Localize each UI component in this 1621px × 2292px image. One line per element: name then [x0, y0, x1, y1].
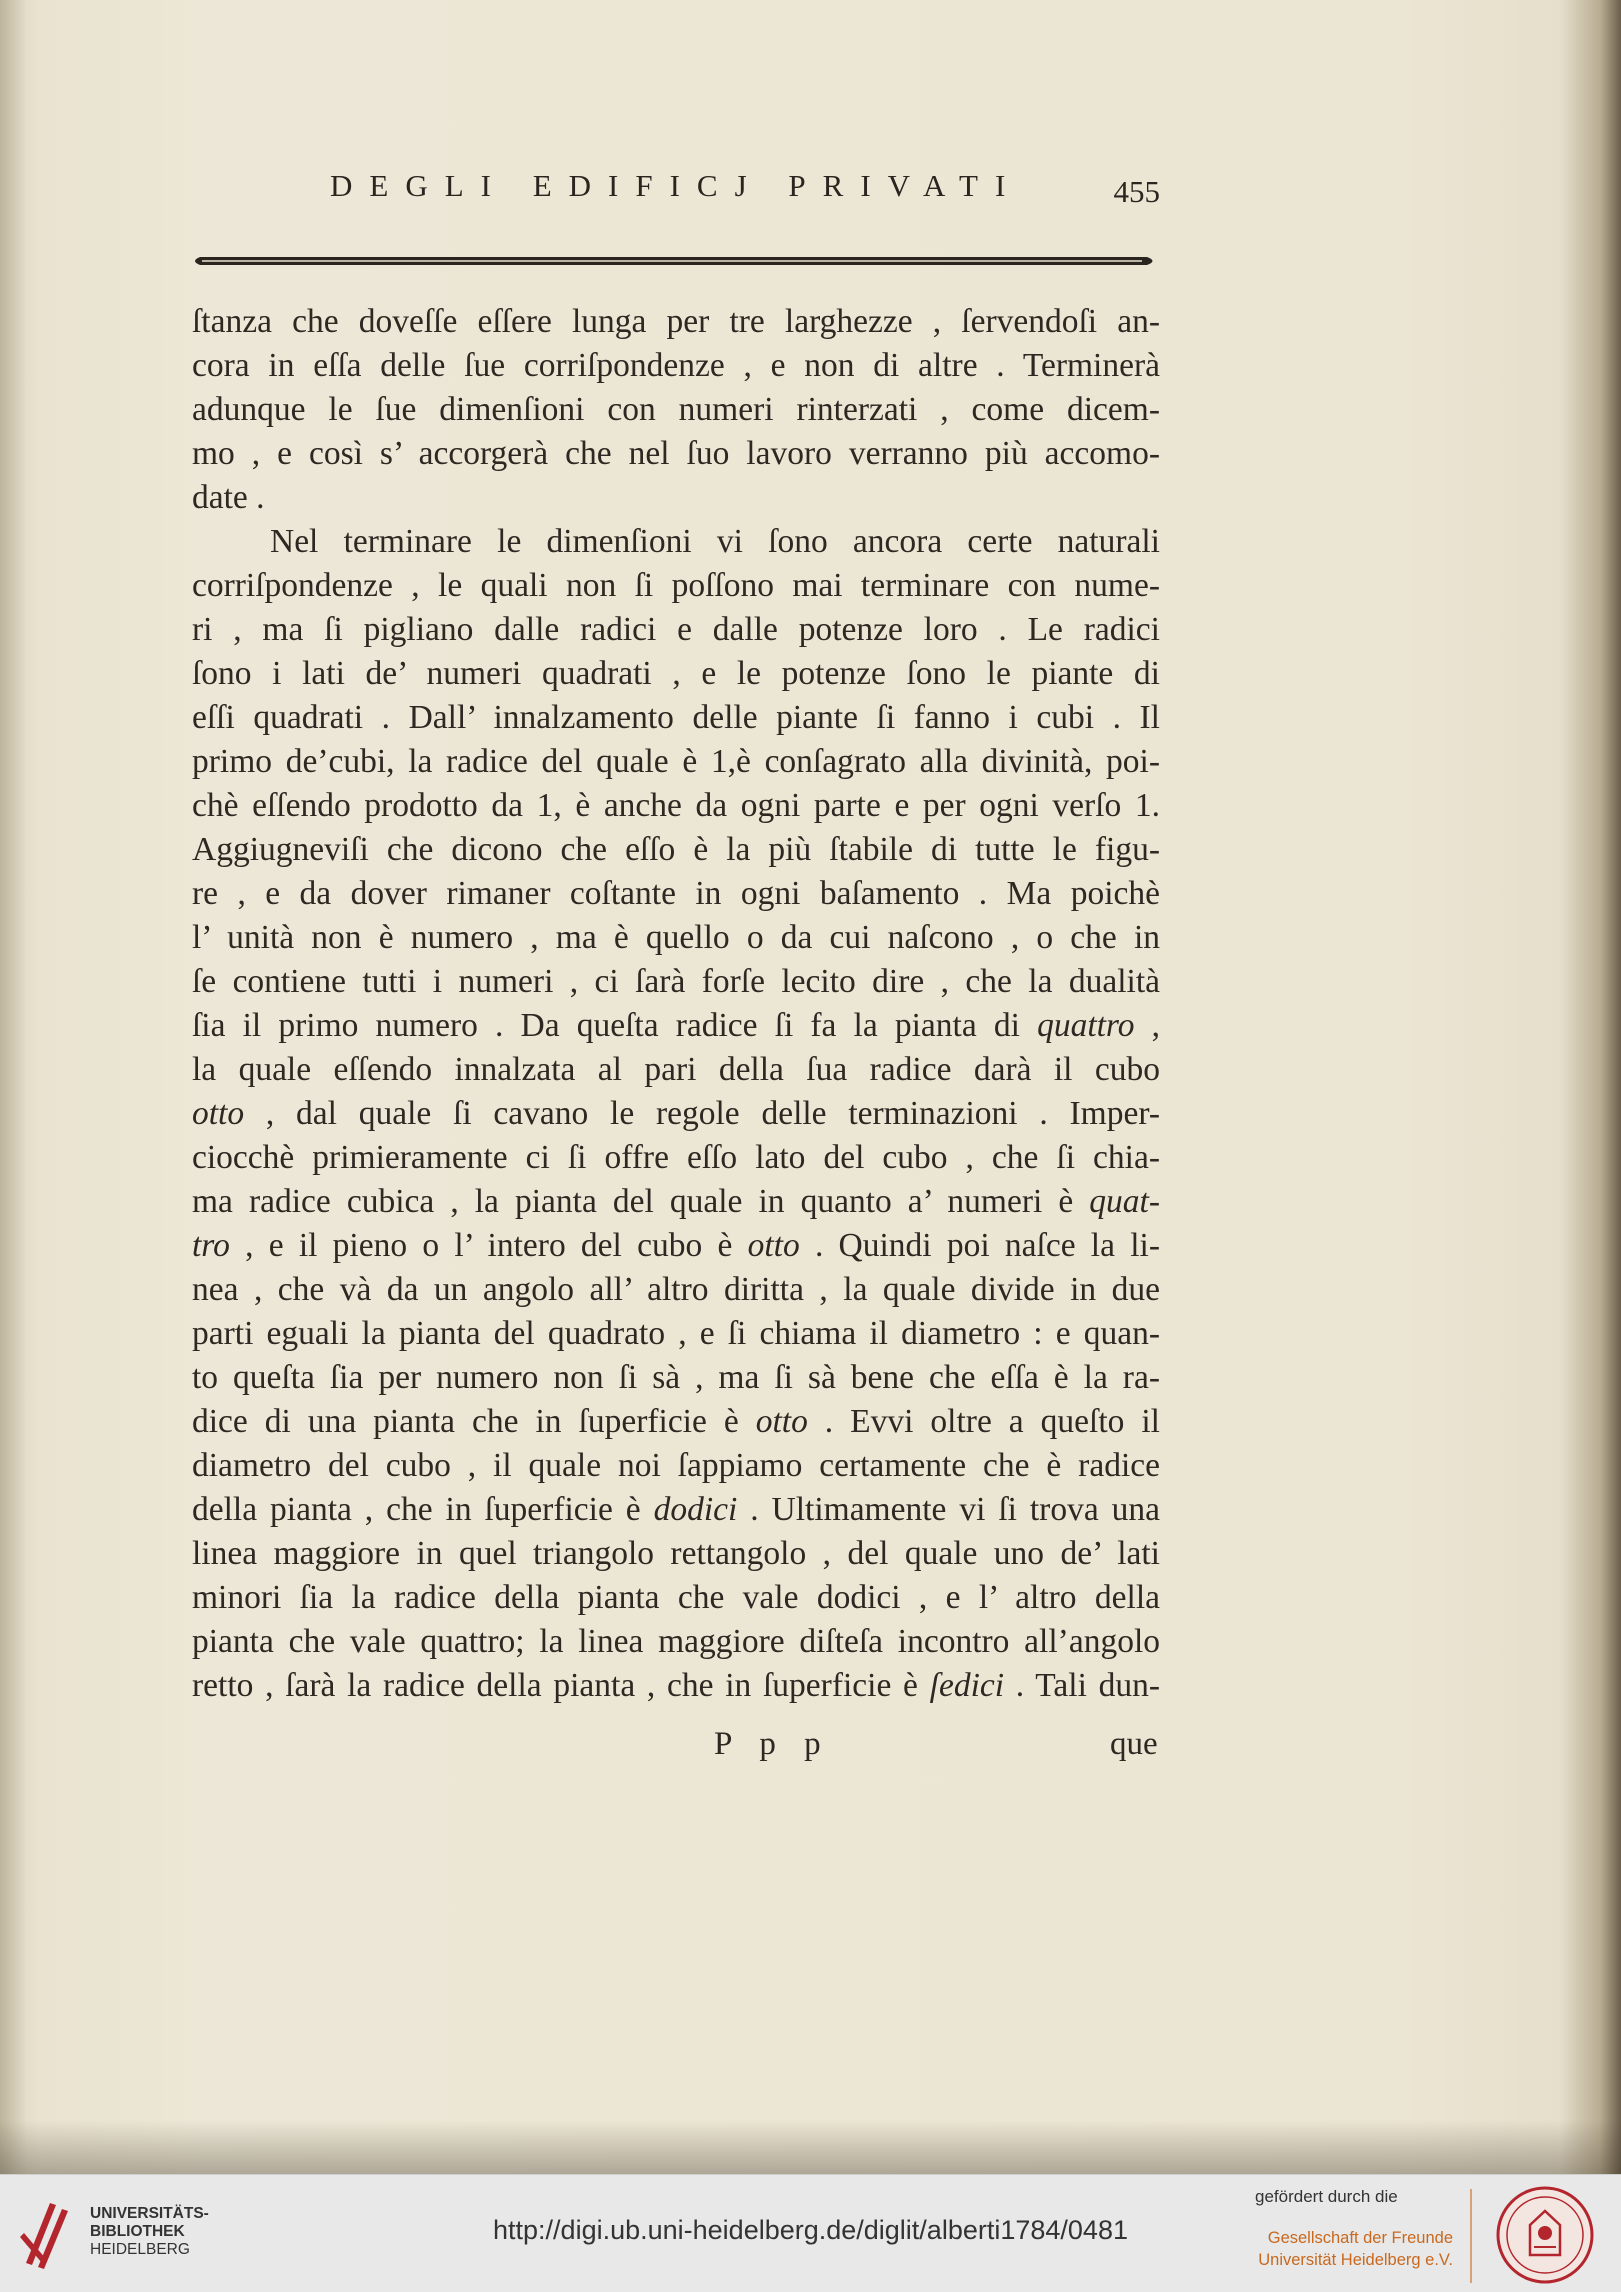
text-line: [192, 1004, 1160, 1048]
text-segment: . Quindi poi naſce la li-: [799, 1227, 1160, 1264]
page-edge-shadow: [0, 2120, 1621, 2174]
text-line: date .: [192, 479, 265, 516]
library-name-line: HEIDELBERG: [90, 2241, 190, 2258]
text-line: ciocchè primieramente ci ſi offre eſſo lato del cubo , che ſi chia-: [192, 1139, 1160, 1176]
footer-divider: [1470, 2189, 1472, 2283]
text-segment: ,: [1134, 1007, 1160, 1044]
page-spine-shadow: [0, 0, 26, 2174]
italic-word: quat-: [1089, 1183, 1160, 1220]
text-line: linea maggiore in quel triangolo rettangolo , del quale uno de’ lati: [192, 1535, 1160, 1572]
text-segment: . Evvi oltre a queſto il: [807, 1403, 1160, 1440]
text-line: ſe contiene tutti i numeri , ci ſarà forſe lecito dire , che la dualità: [192, 963, 1160, 1000]
text-line: corriſpondenze , le quali non ſi poſſono mai terminare con nume-: [192, 567, 1160, 604]
funder-name-line: Gesellschaft der Freunde: [1267, 2229, 1453, 2247]
body-text: [192, 300, 1160, 1708]
text-segment: dice di una pianta che in ſuperficie è: [192, 1403, 756, 1440]
italic-word: tro: [192, 1227, 230, 1264]
text-line: ri , ma ſi pigliano dalle radici e dalle potenze loro . Le radici: [192, 611, 1160, 648]
text-line: mo , e così s’ accorgerà che nel ſuo lavoro verranno più accomo-: [192, 435, 1160, 472]
text-line: eſſi quadrati . Dall’ innalzamento delle piante ſi fanno i cubi . Il: [192, 699, 1160, 736]
text-line: chè eſſendo prodotto da 1, è anche da ogni parte e per ogni verſo 1.: [192, 787, 1160, 824]
italic-word: ſedici: [929, 1667, 1005, 1704]
text-segment: , e il pieno o l’ intero del cubo è: [229, 1227, 748, 1264]
italic-word: quattro: [1037, 1007, 1135, 1044]
italic-word: otto: [755, 1403, 808, 1440]
italic-word: dodici: [653, 1491, 738, 1528]
text-line: cora in eſſa delle ſue corriſpondenze , e non di altre . Terminerà: [192, 347, 1160, 384]
text-line: [192, 1224, 1160, 1268]
catchword: que: [1110, 1726, 1158, 1762]
text-segment: retto , ſarà la radice della pianta , che in ſuperficie è: [192, 1667, 930, 1704]
text-line: l’ unità non è numero , ma è quello o da cui naſcono , o che in: [192, 919, 1160, 956]
funded-by-label: gefördert durch die: [1255, 2187, 1398, 2206]
text-line: parti eguali la pianta del quadrato , e ſi chiama il diametro : e quan-: [192, 1315, 1160, 1352]
permalink-url[interactable]: http://digi.ub.uni-heidelberg.de/diglit/alberti1784/0481: [493, 2215, 1128, 2245]
digitization-footer: [0, 2174, 1621, 2292]
text-line: pianta che vale quattro; la linea maggiore diſteſa incontro all’angolo: [192, 1623, 1160, 1660]
text-line: diametro del cubo , il quale noi ſappiamo certamente che è radice: [192, 1447, 1160, 1484]
text-line: re , e da dover rimaner coſtante in ogni baſamento . Ma poichè: [192, 875, 1160, 912]
text-line: to queſta ſia per numero non ſi sà , ma ſi sà bene che eſſa è la ra-: [192, 1359, 1160, 1396]
library-name-line: UNIVERSITÄTS-: [90, 2205, 209, 2222]
text-segment: . Tali dun-: [1004, 1667, 1160, 1704]
university-seal-icon[interactable]: [1490, 2185, 1600, 2285]
italic-word: otto: [747, 1227, 800, 1264]
text-segment: della pianta , che in ſuperficie è: [192, 1491, 654, 1528]
text-line: [192, 1664, 1160, 1708]
paragraph-first-line: Nel terminare le dimenſioni vi ſono ancora certe naturali: [270, 523, 1160, 560]
text-segment: , dal quale ſi cavano le regole delle terminazioni . Imper-: [244, 1095, 1160, 1132]
text-line: ſono i lati de’ numeri quadrati , e le potenze ſono le piante di: [192, 655, 1160, 692]
text-line: [192, 1488, 1160, 1532]
italic-word: otto: [192, 1095, 245, 1132]
text-line: la quale eſſendo innalzata al pari della ſua radice darà il cubo: [192, 1051, 1160, 1088]
text-line: ſtanza che doveſſe eſſere lunga per tre larghezze , ſervendoſi an-: [192, 303, 1160, 340]
text-line: [192, 1400, 1160, 1444]
text-line: adunque le ſue dimenſioni con numeri rinterzati , come dicem-: [192, 391, 1160, 428]
header-rule: [192, 252, 1160, 270]
text-line: [192, 1092, 1160, 1136]
funder-name-line: Universität Heidelberg e.V.: [1258, 2251, 1453, 2269]
text-line: Aggiugneviſi che dicono che eſſo è la più ſtabile di tutte le figu-: [192, 831, 1160, 868]
text-line: primo de’cubi, la radice del quale è 1,è conſagrato alla divinità, poi-: [192, 743, 1160, 780]
running-head: [330, 168, 1160, 218]
running-title: DEGLI EDIFICJ PRIVATI: [330, 168, 1023, 203]
text-line: [192, 1180, 1160, 1224]
page-number: 455: [1113, 174, 1160, 209]
funder-name[interactable]: [1258, 2227, 1453, 2271]
text-line: nea , che và da un angolo all’ altro diritta , la quale divide in due: [192, 1271, 1160, 1308]
text-line: minori ſia la radice della pianta che vale dodici , e l’ altro della: [192, 1579, 1160, 1616]
signature-mark: P p p: [714, 1726, 831, 1762]
text-segment: ma radice cubica , la pianta del quale in quanto a’ numeri è: [192, 1183, 1090, 1220]
text-segment: . Ultimamente vi ſi trova una: [737, 1491, 1160, 1528]
text-segment: ſia il primo numero . Da queſta radice ſi fa la pianta di: [192, 1007, 1020, 1044]
library-name-line: BIBLIOTHEK: [90, 2223, 185, 2240]
